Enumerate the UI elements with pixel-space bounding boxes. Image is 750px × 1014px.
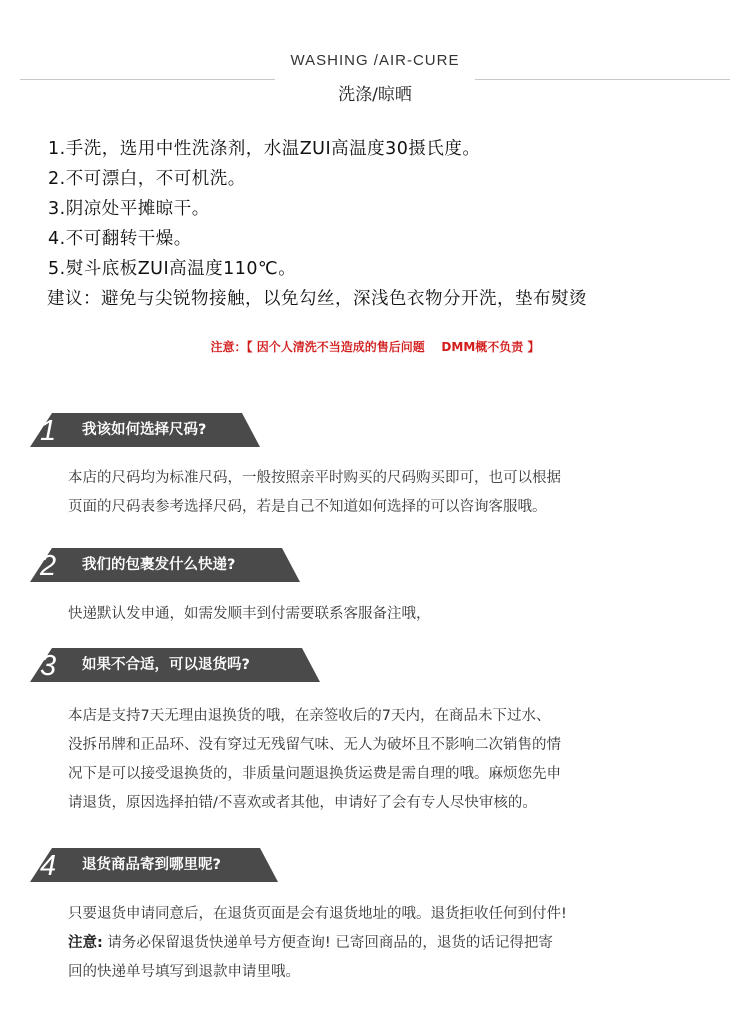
faq-answer-line: 没拆吊牌和正品环、没有穿过无残留气味、无人为破坏且不影响二次销售的情 — [68, 737, 561, 753]
faq-answer-4 — [68, 900, 708, 987]
care-line: 1.手洗，选用中性洗涤剂，水温ZUI高温度30摄氏度。 — [48, 139, 481, 159]
faq-number: 2 — [40, 550, 57, 582]
faq-answer-line: 本店的尺码均为标准尺码，一般按照亲平时购买的尺码购买即可，也可以根据 — [68, 470, 561, 486]
faq-title: 退货商品寄到哪里呢? — [82, 857, 221, 873]
note-label: 注意: — [68, 935, 103, 951]
faq-number: 3 — [40, 650, 57, 682]
faq-header-3 — [30, 648, 320, 682]
warning-notice: 注意：【 因个人清洗不当造成的售后问题 DMM概不负责 】 — [210, 340, 540, 354]
care-line: 5.熨斗底板ZUI高温度110℃。 — [48, 259, 297, 279]
care-line: 建议：避免与尖锐物接触，以免勾丝，深浅色衣物分开洗，垫布熨烫 — [47, 289, 587, 309]
header-title-en: WASHING /AIR-CURE — [290, 52, 460, 69]
note-text: 请务必保留退货快递单号方便查询! 已寄回商品的，退货的话记得把寄 — [102, 935, 553, 951]
faq-number: 1 — [40, 415, 57, 447]
faq-title: 如果不合适，可以退货吗? — [82, 657, 250, 673]
faq-answer-line: 快递默认发申通，如需发顺丰到付需要联系客服备注哦， — [68, 606, 431, 622]
faq-answer-2 — [68, 600, 708, 629]
care-instructions — [48, 134, 728, 314]
faq-answer-line: 页面的尺码表参考选择尺码，若是自己不知道如何选择的可以咨询客服哦。 — [68, 499, 547, 515]
care-line: 4.不可翻转干燥。 — [48, 229, 192, 249]
faq-title: 我该如何选择尺码? — [82, 422, 207, 438]
faq-answer-3 — [68, 702, 708, 818]
faq-header-4 — [30, 848, 278, 882]
header-title-cn: 洗涤/晾晒 — [338, 85, 412, 105]
faq-number: 4 — [40, 850, 57, 882]
faq-answer-line: 只要退货申请同意后，在退货页面是会有退货地址的哦。退货拒收任何到付件! — [68, 906, 567, 922]
faq-answer-line: 请退货，原因选择拍错/不喜欢或者其他，申请好了会有专人尽快审核的。 — [68, 795, 537, 811]
faq-answer-note-line — [68, 929, 708, 958]
faq-answer-line: 本店是支持7天无理由退换货的哦，在亲签收后的7天内，在商品未下过水、 — [68, 708, 551, 724]
care-line: 2.不可漂白，不可机洗。 — [48, 169, 246, 189]
faq-answer-1 — [68, 464, 708, 522]
care-line: 3.阴凉处平摊晾干。 — [48, 199, 210, 219]
faq-answer-line: 回的快递单号填写到退款申请里哦。 — [68, 964, 300, 980]
faq-title: 我们的包裹发什么快递? — [82, 557, 236, 573]
faq-answer-line: 况下是可以接受退换货的，非质量问题退换货运费是需自理的哦。麻烦您先申 — [68, 766, 561, 782]
faq-header-2 — [30, 548, 300, 582]
faq-header-1 — [30, 413, 260, 447]
